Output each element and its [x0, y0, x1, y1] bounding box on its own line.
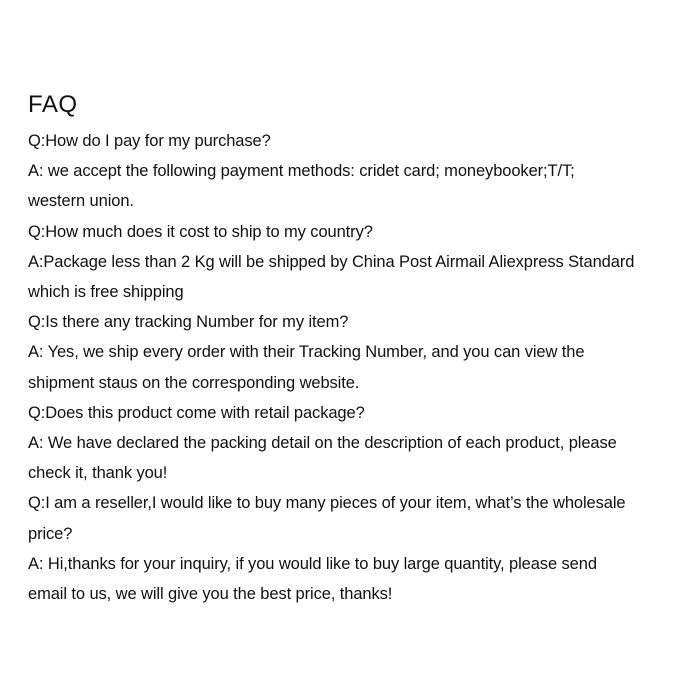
faq-question-1: Q:How do I pay for my purchase? — [28, 132, 271, 150]
faq-answer-4-line-1: A: We have declared the packing detail on the description of each product, please — [28, 434, 617, 453]
faq-question-5-line-2: price? — [28, 524, 73, 543]
faq-answer-1-line-1: A: we accept the following payment methods: cridet card; moneybooker;T/T; — [28, 162, 575, 181]
faq-question-4: Q:Does this product come with retail package? — [28, 403, 365, 422]
faq-answer-4-line-2: check it, thank you! — [28, 464, 168, 483]
faq-answer-3-line-2: shipment staus on the corresponding website. — [28, 373, 360, 392]
faq-list — [28, 126, 688, 609]
faq-answer-2-line-1: A:Package less than 2 Kg will be shipped by China Post Airmail Aliexpress Standard — [28, 252, 635, 271]
faq-answer-2-line-2: which is free shipping — [28, 283, 184, 302]
faq-question-5-line-1: Q:I am a reseller,I would like to buy many pieces of your item, what’s the wholesale — [28, 494, 626, 513]
faq-answer-3-line-1: A: Yes, we ship every order with their Tracking Number, and you can view the — [28, 343, 585, 362]
faq-answer-1-line-2: western union. — [28, 192, 134, 211]
faq-answer-5-line-1: A: Hi,thanks for your inquiry, if you would like to buy large quantity, please send — [28, 554, 597, 573]
faq-question-3: Q:Is there any tracking Number for my item? — [28, 313, 349, 332]
faq-section — [28, 88, 688, 609]
faq-question-2: Q:How much does it cost to ship to my country? — [28, 222, 373, 241]
faq-answer-5-line-2: email to us, we will give you the best price, thanks! — [28, 585, 393, 604]
faq-title: FAQ — [28, 91, 78, 118]
